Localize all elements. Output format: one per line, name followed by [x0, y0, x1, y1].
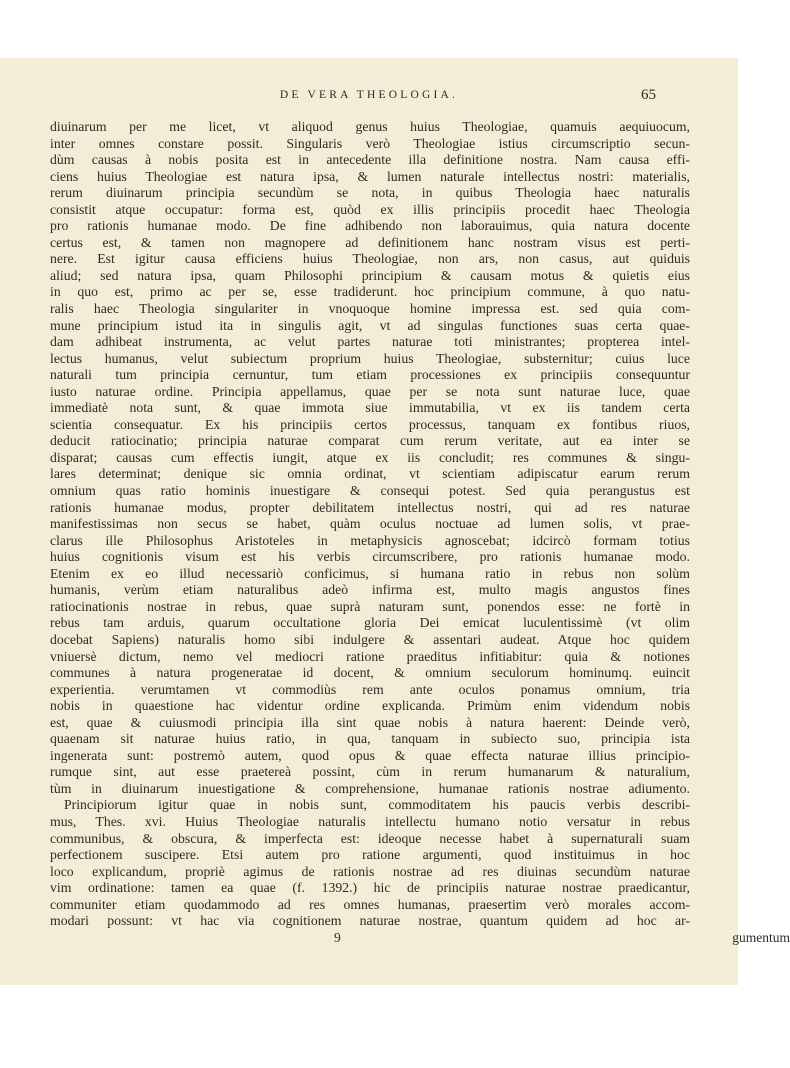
text-line: naturali tum principia cernuntur, tum etiam processiones ex principiis consequuntur — [50, 367, 690, 383]
text-line: tùm in diuinarum inuestigatione & comprehensione, humanae rationis nostrae adiumento. — [50, 780, 690, 796]
text-line: huius cognitionis visum est his verbis circumscribere, pro rationis humanae modo. — [50, 549, 690, 565]
body-text — [50, 119, 790, 948]
text-line: communes à natura progeneratae id docent, & omnium seculorum hominumq. euincit — [50, 665, 690, 681]
page-number: 65 — [641, 87, 656, 103]
text-line: consistit atque occupatur: forma est, quòd ex illis principiis procedit haec Theologia — [50, 201, 690, 217]
text-line: Etenim ex eo illud necessariò conficimus, si humana ratio in rebus non solùm — [50, 565, 690, 581]
text-line: immediatè nota sunt, & quae immota siue immutabilia, vt ex iis tandem certa — [50, 400, 690, 416]
text-line: vim ordinatione: tamen ea quae (f. 1392.) hic de principiis naturae nostrae praedicantur, — [50, 880, 690, 896]
text-line: humanis, verùm etiam naturalibus adeò infirma est, multo magis angustos fines — [50, 582, 690, 598]
text-line: dùm causas à nobis posita est in antecedente illa definitione nostra. Nam causa effi- — [50, 152, 690, 168]
text-line: est, quae & cuiusmodi principia illa sint quae nobis à natura haerent: Deinde verò, — [50, 714, 690, 730]
text-line: rumque sint, aut esse praetereà possint, cùm in rerum humanarum & naturalium, — [50, 764, 690, 780]
text-line: mune principium istud ita in singulis agit, vt ad singulas functiones suas certa quae- — [50, 317, 690, 333]
text-line: communibus, & obscura, & imperfecta est: ideoque necesse habet à supernaturali suam — [50, 830, 690, 846]
text-line: manifestissimas non secus se habet, quàm oculus noctuae ad lumen solis, vt prae- — [50, 516, 690, 532]
text-line: Principiorum igitur quae in nobis sunt, commoditatem his paucis verbis describi- — [64, 797, 690, 813]
catchword: gumentum — [732, 929, 790, 945]
text-line: dam adhibeat instrumenta, ac velut partes naturae toti ministrantes; propterea intel- — [50, 334, 690, 350]
running-head: DE VERA THEOLOGIA. — [279, 89, 459, 101]
text-line: rationis humanae modus, propter debilitatem intellectus nostri, qui ad res naturae — [50, 499, 690, 515]
text-line: communiter etiam quodammodo ad res omnes humanas, praesertim verò morales accom- — [50, 896, 690, 912]
text-line: vniuersè dictum, nemo vel mediocri ratione praeditus infitiabitur: quia & notiones — [50, 648, 690, 664]
text-line: aliud; sed natura ipsa, quam Philosophi principium & causam motus & quietis eius — [50, 267, 690, 283]
signature-mark: 9 — [334, 929, 341, 945]
page-footer — [50, 930, 788, 948]
text-line: nere. Est igitur causa efficiens huius Theologiae, non ars, non casus, aut quiduis — [50, 251, 690, 267]
text-line: rerum diuinarum principia secundùm se nota, in quibus Theologia haec naturalis — [50, 185, 690, 201]
text-line: rebus tam arduis, quarum occultatione gloria Dei emicat luculentissimè (vt olim — [50, 615, 690, 631]
text-line: loco explicandum, propriè agimus de rationis nostrae ad res diuinas secundùm naturae — [50, 863, 690, 879]
page-header — [0, 87, 738, 107]
text-line: iusto naturae ordine. Principia appellamus, quae per se nota sunt naturae luce, quae — [50, 383, 690, 399]
text-line: ralis haec Theologia singulariter in vnoquoque homine impressa est. sed quia com- — [50, 301, 690, 317]
text-line: certus est, & tamen non magnopere ad definitionem hanc nostram visus est perti- — [50, 234, 690, 250]
text-line: diuinarum per me licet, vt aliquod genus huius Theologiae, quamuis aequiuocum, — [50, 119, 690, 134]
text-line: docebat Sapiens) naturalis homo sibi indulgere & assentari audeat. Atque hoc quidem — [50, 631, 690, 647]
text-line: scientia consequatur. Ex his principiis certos processus, tanquam ex fontibus riuos, — [50, 416, 690, 432]
text-line: lares determinat; denique sic omnia ordinat, vt scientiam adipiscatur earum rerum — [50, 466, 690, 482]
text-line: ciens huius Theologiae est natura ipsa, & lumen naturale intellectus nostri: materialis, — [50, 168, 690, 184]
text-line: experientia. verumtamen vt commodiùs rem ante oculos ponamus omnium, tria — [50, 681, 690, 697]
text-line: pro rationis humanae modo. De fine adhibendo non laborauimus, quia natura docente — [50, 218, 690, 234]
text-line: modari possunt: vt hac via cognitionem naturae nostrae, quantum quidem ad hoc ar- — [50, 913, 690, 929]
text-line: mus, Thes. xvi. Huius Theologiae naturalis intellectu humano notio versatur in rebus — [50, 813, 690, 829]
text-line: quaenam sit naturae huius ratio, in qua, tanquam in subiecto suo, principia ista — [50, 731, 690, 747]
text-line: clarus ille Philosophus Aristoteles in metaphysicis agnoscebat; idcircò formam totius — [50, 532, 690, 548]
book-page — [0, 58, 790, 985]
text-line: inter omnes constare possit. Singularis verò Theologiae istius circumscriptio secun- — [50, 135, 690, 151]
text-line: ratiocinationis nostrae in rebus, quae suprà naturam sunt, ponendos esse: ne fortè in — [50, 598, 690, 614]
text-line: omnium quas ratio hominis inuestigare & consequi potest. Sed quia perangustus est — [50, 483, 690, 499]
text-line: deducit ratiocinatio; principia naturae comparat cum rerum veritate, aut ea inter se — [50, 433, 690, 449]
text-line: perfectionem suscipere. Etsi autem pro ratione argumenti, quod instituimus in hoc — [50, 847, 690, 863]
text-line: lectus humanus, velut subiectum proprium huius Theologiae, substernitur; cuius luce — [50, 350, 690, 366]
text-line: disparat; causas cum effectis iungit, atque ex iis concludit; res communes & singu- — [50, 449, 690, 465]
text-line: ingenerata sunt: postremò autem, quod opus & quae effecta naturae illius principio- — [50, 747, 690, 763]
text-line: nobis in quaestione hac videntur ordine explicanda. Primùm enim videndum nobis — [50, 698, 690, 714]
text-line: in quo est, primo ac per se, esse tradiderunt. hoc principium commune, à quo natu- — [50, 284, 690, 300]
